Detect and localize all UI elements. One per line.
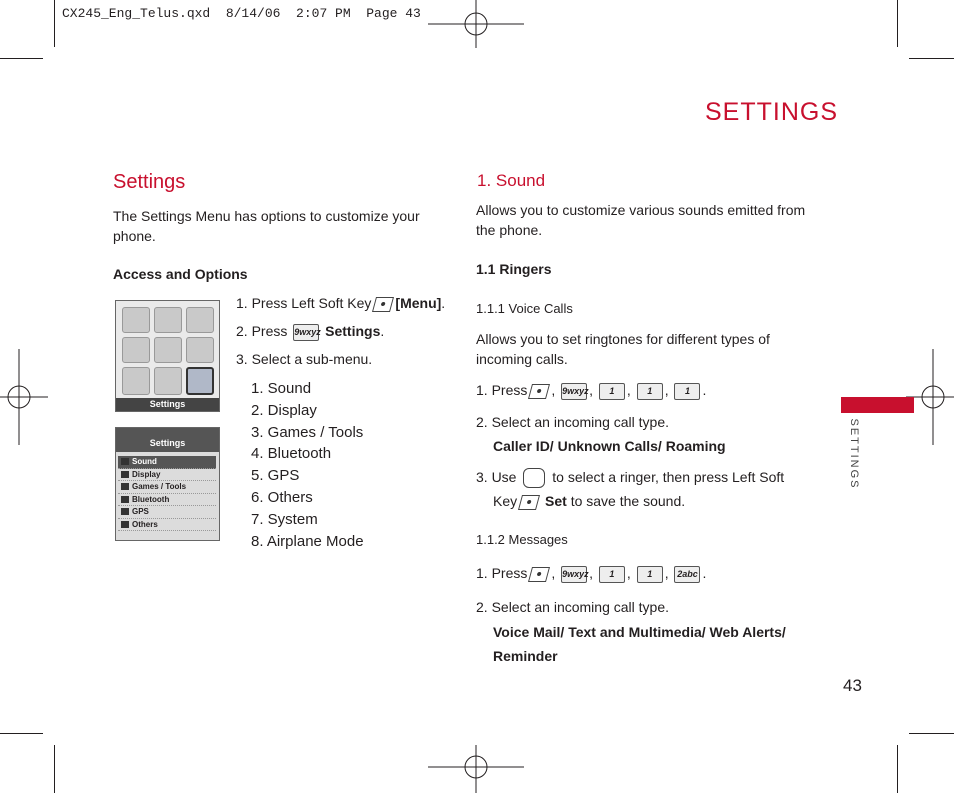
submenu-item: 5. GPS — [251, 467, 300, 485]
submenu-item: 8. Airplane Mode — [251, 532, 364, 550]
settings-label: Settings — [325, 323, 381, 339]
page-header-title: SETTINGS — [704, 98, 838, 126]
voice-calls-description: Allows you to set ringtones for different types of incoming calls. — [476, 331, 770, 367]
voice-calls-step-3 — [476, 467, 784, 488]
intro-text: The Settings Menu has options to customize your phone. — [113, 208, 420, 244]
step-text: 1. Press — [476, 382, 528, 398]
voice-calls-step-2: 2. Select an incoming call type. — [476, 414, 669, 430]
left-soft-key-icon — [528, 384, 550, 399]
step-text: 1. Press Left Soft Key — [236, 295, 372, 311]
screen-menu-list — [118, 456, 219, 531]
set-label: Set — [545, 493, 567, 509]
punctuation: , — [626, 382, 631, 398]
punctuation: , — [664, 565, 669, 581]
voice-calls-heading: 1.1.1 Voice Calls — [476, 301, 573, 316]
submenu-item: 2. Display — [251, 401, 317, 419]
screen-menu-item: Sound — [118, 456, 216, 469]
key-1-icon: 1 — [637, 566, 663, 583]
key-1-icon: 1 — [674, 383, 700, 400]
key-9-icon: 9wxyz — [561, 383, 587, 400]
key-9-icon: 9wxyz — [561, 566, 587, 583]
voice-calls-step-1 — [476, 380, 706, 400]
messages-step-2: 2. Select an incoming call type. — [476, 599, 669, 615]
messages-step-1 — [476, 563, 706, 583]
left-soft-key-icon — [528, 567, 550, 582]
messages-heading: 1.1.2 Messages — [476, 532, 568, 547]
access-heading: Access and Options — [113, 266, 248, 282]
menu-icon — [122, 337, 150, 363]
voice-calls-options: Caller ID/ Unknown Calls/ Roaming — [493, 438, 726, 454]
submenu-item: 6. Others — [251, 488, 313, 506]
punctuation: , — [551, 565, 556, 581]
navigation-key-icon — [523, 468, 545, 488]
registration-mark-left — [0, 349, 48, 445]
step-text: 2. Press — [236, 323, 288, 339]
screen-label: Settings — [116, 398, 219, 411]
phone-settings-screen — [115, 427, 220, 541]
key-2-icon: 2abc — [674, 566, 700, 583]
punctuation: . — [702, 565, 707, 581]
crop-mark — [0, 58, 43, 59]
menu-icon — [122, 367, 150, 395]
menu-icon — [186, 337, 214, 363]
menu-icon — [154, 307, 182, 333]
access-step-2 — [236, 321, 384, 341]
screen-menu-item: Games / Tools — [118, 481, 216, 494]
screen-menu-item: GPS — [118, 506, 216, 519]
submenu-item: 7. System — [251, 510, 318, 528]
ringers-heading: 1.1 Ringers — [476, 261, 552, 277]
submenu-item: 4. Bluetooth — [251, 445, 332, 463]
punctuation: , — [589, 565, 594, 581]
menu-icon — [154, 367, 182, 395]
crop-mark — [909, 58, 954, 59]
crop-mark — [54, 0, 55, 47]
screen-title: Settings — [116, 428, 219, 452]
screen-menu-item: Bluetooth — [118, 494, 216, 507]
punctuation: . — [702, 382, 707, 398]
step-text: 3. Use — [476, 469, 517, 485]
punctuation: . — [380, 323, 385, 339]
submenu-list — [251, 378, 364, 552]
side-tab-label: SETTINGS — [848, 418, 860, 490]
menu-icon — [122, 307, 150, 333]
left-soft-key-icon — [518, 495, 540, 510]
step-text: Key — [493, 493, 518, 509]
access-step-3: 3. Select a sub-menu. — [236, 351, 373, 367]
punctuation: , — [551, 382, 556, 398]
submenu-item: 3. Games / Tools — [251, 423, 364, 441]
messages-options: Voice Mail/ Text and Multimedia/ Web Alerts/ Reminder — [493, 624, 786, 664]
key-1-icon: 1 — [637, 383, 663, 400]
punctuation: , — [589, 382, 594, 398]
crop-mark — [54, 745, 55, 793]
menu-label: [Menu] — [395, 295, 442, 311]
menu-icon — [154, 337, 182, 363]
punctuation: , — [664, 382, 669, 398]
screen-menu-item: Display — [118, 469, 216, 482]
crop-mark — [897, 0, 898, 47]
print-header: CX245_Eng_Telus.qxd 8/14/06 2:07 PM Page 43 — [62, 6, 421, 21]
step-text: to select a ringer, then press Left Soft — [552, 469, 785, 485]
key-1-icon: 1 — [599, 383, 625, 400]
punctuation: , — [626, 565, 631, 581]
crop-mark — [897, 745, 898, 793]
phone-menu-screen — [115, 300, 220, 412]
registration-mark-top — [428, 0, 524, 48]
menu-icon — [186, 307, 214, 333]
page-number: 43 — [843, 676, 862, 695]
crop-mark — [909, 733, 954, 734]
screen-menu-item: Others — [118, 519, 216, 532]
left-soft-key-icon — [372, 297, 394, 312]
voice-calls-step-3-cont — [493, 491, 685, 511]
registration-mark-bottom — [428, 745, 524, 793]
access-step-1 — [236, 293, 445, 313]
step-text: to save the sound. — [570, 493, 686, 509]
settings-gear-icon — [186, 367, 214, 395]
submenu-item: 1. Sound — [251, 380, 312, 397]
key-1-icon: 1 — [599, 566, 625, 583]
section-title: Settings — [113, 171, 186, 193]
punctuation: . — [441, 295, 446, 311]
crop-mark — [0, 733, 43, 734]
key-9-icon: 9wxyz — [293, 324, 319, 341]
sound-title: 1. Sound — [477, 171, 546, 190]
step-text: 1. Press — [476, 565, 528, 581]
sound-description: Allows you to customize various sounds emitted from the phone. — [476, 202, 806, 238]
